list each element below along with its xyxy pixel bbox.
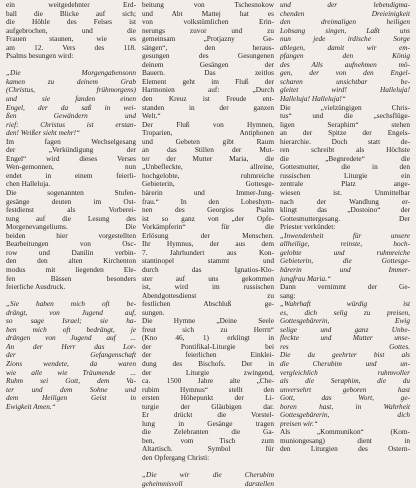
text-line: Vorkämpferin“ für die <box>142 223 274 232</box>
text-line: ca. 1500 Jahre alte „Che- <box>142 377 274 386</box>
text-column-left <box>6 1 136 488</box>
text-line: feierliche Ausdruck. <box>6 283 66 292</box>
text-line: pfangen den König <box>280 52 410 61</box>
text-line: an der Spitze der Engels- <box>280 129 410 138</box>
text-line: chenden Dreieinigkeit <box>280 9 410 18</box>
text-line: ist, wird im russischen <box>142 283 274 292</box>
text-line: bärerin und Immer-Jung- <box>142 189 274 198</box>
text-line: gesänge deuten im Ost- <box>6 197 136 206</box>
text-line: gen, der von den Engel- <box>280 69 410 78</box>
text-line: des Alls aufnehmen mö- <box>280 60 410 69</box>
text-line: die Höhle des Felses ist <box>6 18 136 27</box>
text-line: deinem Gesängen der <box>142 60 274 69</box>
text-line: vergleichlich ruhmvoller <box>280 368 410 377</box>
text-line: ßen Gewändern und <box>6 112 136 121</box>
text-line: Gebieterin, Gottesge- <box>142 180 274 189</box>
paragraph-gap <box>6 61 136 70</box>
text-line: stantinopel stammt und <box>142 257 274 266</box>
text-line: Die „vielzüngigen Chris- <box>280 103 410 112</box>
text-line: kamen zu deinem Grab <box>6 77 136 86</box>
text-line: gelobte und ruhmreiche <box>280 248 410 257</box>
text-line: boren hast, in Wahrheit <box>280 402 410 411</box>
text-line: ligen Seraphim“ stehen <box>280 120 410 129</box>
text-line: selige und ganz Unbe- <box>280 325 410 334</box>
text-line: ein weitgedehnter Erd- <box>6 1 136 9</box>
text-line: Halleluja! Halleluja!“ <box>280 95 346 104</box>
text-line: scharen unsichtbar be- <box>280 77 410 86</box>
text-line: beiden hier vorgestellten <box>6 231 136 240</box>
text-line: festlichen Abschluß ge- <box>142 300 274 309</box>
text-line: so sage Israel; sie ha- <box>6 317 136 326</box>
text-line: Gottesmuttergesang. Der <box>280 214 410 223</box>
text-line: sängen“, den heraus- <box>142 43 274 52</box>
text-line: und sie fanden einen <box>6 95 136 104</box>
text-line: von volkstümlichen Erin- <box>142 18 274 27</box>
text-line: der „Verkündigung der <box>6 146 136 155</box>
text-line: Die Hymne „Deine Seele <box>142 317 274 326</box>
text-line: Psalms besungen wird: <box>6 52 74 61</box>
text-line: frau.“ In den Lobeshym- <box>142 197 274 206</box>
text-line: Engel, der da saß in wei- <box>6 103 136 112</box>
text-line: die „Begnredete“ die <box>280 154 410 163</box>
text-line: Er drückt die Vorstel- <box>142 411 274 420</box>
paragraph-gap <box>6 292 136 301</box>
text-line: tung auf die Lesung des <box>6 214 136 223</box>
text-line: Harmonien auf: „Durch <box>142 86 274 95</box>
text-line: ablegen, damit wir em- <box>280 43 410 52</box>
text-line: nun jede irdische Sorge <box>280 35 410 44</box>
text-line: Gott, das Wort, ge- <box>280 394 410 403</box>
text-line: hochgelobte, ruhmreiche <box>142 171 274 180</box>
text-line: wie alle wie Träumende ... <box>6 368 136 377</box>
text-line: ben, vom Tisch zum <box>142 436 274 445</box>
text-line: beitung von Tschesnokow <box>142 1 274 9</box>
text-line: Dann vernimmt der Ge- <box>280 283 410 292</box>
text-line: freut sich zu Herrn“ <box>142 325 274 334</box>
text-line: festdienst als Vorberei- <box>6 206 136 215</box>
text-line: und Gebeten gibt Raum <box>142 137 274 146</box>
text-line: Priester verkündet: <box>280 223 336 232</box>
text-line: der Pontifikal-Liturgie bei <box>142 342 274 351</box>
text-line: Bearbeitungen von Osc- <box>6 240 136 249</box>
text-line: gesungen des Gesungenen <box>142 52 274 61</box>
text-line: nen des Georgios Psalm <box>142 206 274 215</box>
text-line: zentrale Platz ange- <box>280 180 410 189</box>
text-line: „Wahrhaft würdig ist <box>280 300 410 309</box>
text-line: dem Heiligen Geist in <box>6 394 136 403</box>
text-line: Der Fluß von Hymnen, <box>142 120 274 129</box>
text-line: geheimnisvoll darstellen <box>142 479 274 488</box>
text-line: sang: <box>280 291 296 300</box>
text-line: gemeinsam „Protjazny Ge- <box>142 35 274 44</box>
text-line: Gottesgebärerin, dich <box>280 411 410 420</box>
text-line: den den alten Kirchenton <box>6 257 136 266</box>
text-line: Im fagen Wechselgesang <box>6 137 136 146</box>
text-column-right <box>280 1 410 488</box>
text-line: ersten Höhepunkt der Li- <box>142 394 274 403</box>
text-line: rief: Christus ist erstan- <box>6 120 136 129</box>
text-line: die Zelebranten die Ga- <box>142 428 274 437</box>
text-line: ist so ganz von „der Opfe- <box>142 214 274 223</box>
text-line: drängt, von Jugend auf, <box>6 308 136 317</box>
text-line: „Sie haben mich oft be- <box>6 300 136 309</box>
text-line: fen Bässen besonders <box>6 274 136 283</box>
text-column-middle <box>142 1 274 488</box>
text-line: durch das Ignatios-Klo- <box>142 265 274 274</box>
text-line: Ewigkeit Amen.“ <box>6 402 56 411</box>
text-line: ter und dem Sohne und <box>6 385 136 394</box>
text-line: sungen. <box>142 308 165 317</box>
text-line: „Die wir die Cherubim <box>142 471 274 480</box>
text-line: row und Danilin verbin- <box>6 248 136 257</box>
text-line: ter der Mutter Maria, die <box>142 154 274 163</box>
text-line: Engel“ wird dieses Verses <box>6 154 136 163</box>
text-line: der Gefangenschaft <box>6 351 136 360</box>
text-line: (Kno 46, 1) erklingt in <box>142 334 274 343</box>
text-line: allheilige, reinste, hoch- <box>280 240 410 249</box>
text-line: Gebieterin, die Gottesge- <box>280 257 410 266</box>
text-line: 7. Jahrhundert aus Kon- <box>142 248 274 257</box>
text-line: Frauen staunen, wie es <box>6 35 136 44</box>
text-line: Wen-gemonnen, nun <box>6 163 136 172</box>
text-line: Troparien, Antiphonen <box>142 129 274 138</box>
text-line: Morgenevangeliums. Die <box>6 223 136 232</box>
text-line: „Unbefleckte, allreine, <box>142 163 274 172</box>
text-line: Lobsang singen, Laßt uns <box>280 26 410 35</box>
text-line: Welt.“ <box>142 112 161 121</box>
text-line: „Inwendenheit für unsere <box>280 231 410 240</box>
text-line: An der Herr das Lor- <box>6 342 136 351</box>
text-line: res Gottes. <box>280 342 410 351</box>
text-line: ster auf uns gekommen <box>142 274 274 283</box>
text-line: gleitet wird! Halleluja! <box>280 86 410 95</box>
text-line: bärerin und Immer- <box>280 265 410 274</box>
text-line: aufgebrochen, und die <box>6 26 136 35</box>
text-line: den Liturgien des Ostern- <box>280 445 410 454</box>
text-line: chen Halleluja. <box>6 180 51 189</box>
text-line: als die Seraphim, die du <box>280 377 410 386</box>
text-line: tus“ und die „sechsflüge- <box>280 112 410 121</box>
text-line: Bauern. Das zeitlos <box>142 69 274 78</box>
text-line: wiesen ist. Unmittelbar <box>280 189 410 198</box>
text-line: Element geht im Fluß der <box>142 77 274 86</box>
text-line: nach der Wandlung er- <box>280 197 410 206</box>
text-line: preisen wir.“ <box>280 419 318 428</box>
text-line: am 12. Vers des 118. <box>6 43 136 52</box>
text-line: dung des Bischofs. Der in <box>142 359 274 368</box>
text-line: an das Stillen der Mut- <box>142 146 274 155</box>
text-line: lung in Gesänge tragen <box>142 419 274 428</box>
text-line: Die sogenannten Stufen- <box>6 189 136 198</box>
text-line: und der lebendigma- <box>280 1 410 9</box>
text-line: der feierlichen Einklei- <box>142 351 274 360</box>
text-line: den! Weißer sieht mehr!“ <box>6 129 81 138</box>
text-line: Abendgottesdienst zu <box>142 291 274 300</box>
text-line: Die du geehrter bist als <box>280 351 410 360</box>
text-line: modus mit liegenden Ele- <box>6 265 136 274</box>
text-line: endet in einem feierli- <box>6 171 136 180</box>
text-line: „Die Morgengabensonn <box>6 69 136 78</box>
text-line: unversehrt geboren hast <box>280 385 410 394</box>
text-line: jungfrau Maria.“ <box>280 274 332 283</box>
text-line: hierarchie. Doch statt de- <box>280 137 410 146</box>
text-line: rubim Hymnus“ stellt den <box>142 385 274 394</box>
text-line: den Opfergang Christi: <box>142 453 210 462</box>
text-line: ren schreibt als Höchste <box>280 146 410 155</box>
text-line: Als „Kommunikon“ (Kom- <box>280 428 410 437</box>
text-line: turgie der Gläubigen dar. <box>142 402 274 411</box>
text-line: der Liturgie zwingend, <box>142 368 274 377</box>
text-line: und Abt Mattej hat es <box>142 9 274 18</box>
text-line: Zions wendete, da waren <box>6 359 136 368</box>
text-line: nerungs zuvor und zu <box>142 26 274 35</box>
paragraph-gap <box>142 463 274 472</box>
text-line: die Cherubim und un- <box>280 359 410 368</box>
text-line: Gottesmutter, die in den <box>280 163 410 172</box>
text-line: (Christus, frühmorgens) <box>6 86 136 95</box>
text-line: russischen Liturgie ein <box>280 171 410 180</box>
text-line: ball die Blicke auf sich; <box>6 9 136 18</box>
text-line: muniongesang) dient in <box>280 436 410 445</box>
text-line: Ruhm sei Gott, dem Va- <box>6 377 136 386</box>
text-line: es, dich selig zu preisen, <box>280 308 410 317</box>
text-line: Ihr Hymnus, der aus dem <box>142 240 274 249</box>
text-line: Gottesgebärerin, Ewig <box>280 317 410 326</box>
text-line: Erlösung der Menschen. <box>142 231 274 240</box>
text-line: drängen von Jugend auf ... <box>6 334 136 343</box>
text-line: fleckte und Mutter unse- <box>280 334 410 343</box>
text-line: den dreimaligen heiligen <box>280 18 410 27</box>
text-line: den Kreuz ist Freude ent- <box>142 95 274 104</box>
text-line: Altartisch. Symbol für <box>142 445 274 454</box>
text-line: klingt das „Dostoino“ der <box>280 206 410 215</box>
text-line: standen in der ganzen <box>142 103 274 112</box>
text-line: ben mich oft bedrängt, je <box>6 325 136 334</box>
